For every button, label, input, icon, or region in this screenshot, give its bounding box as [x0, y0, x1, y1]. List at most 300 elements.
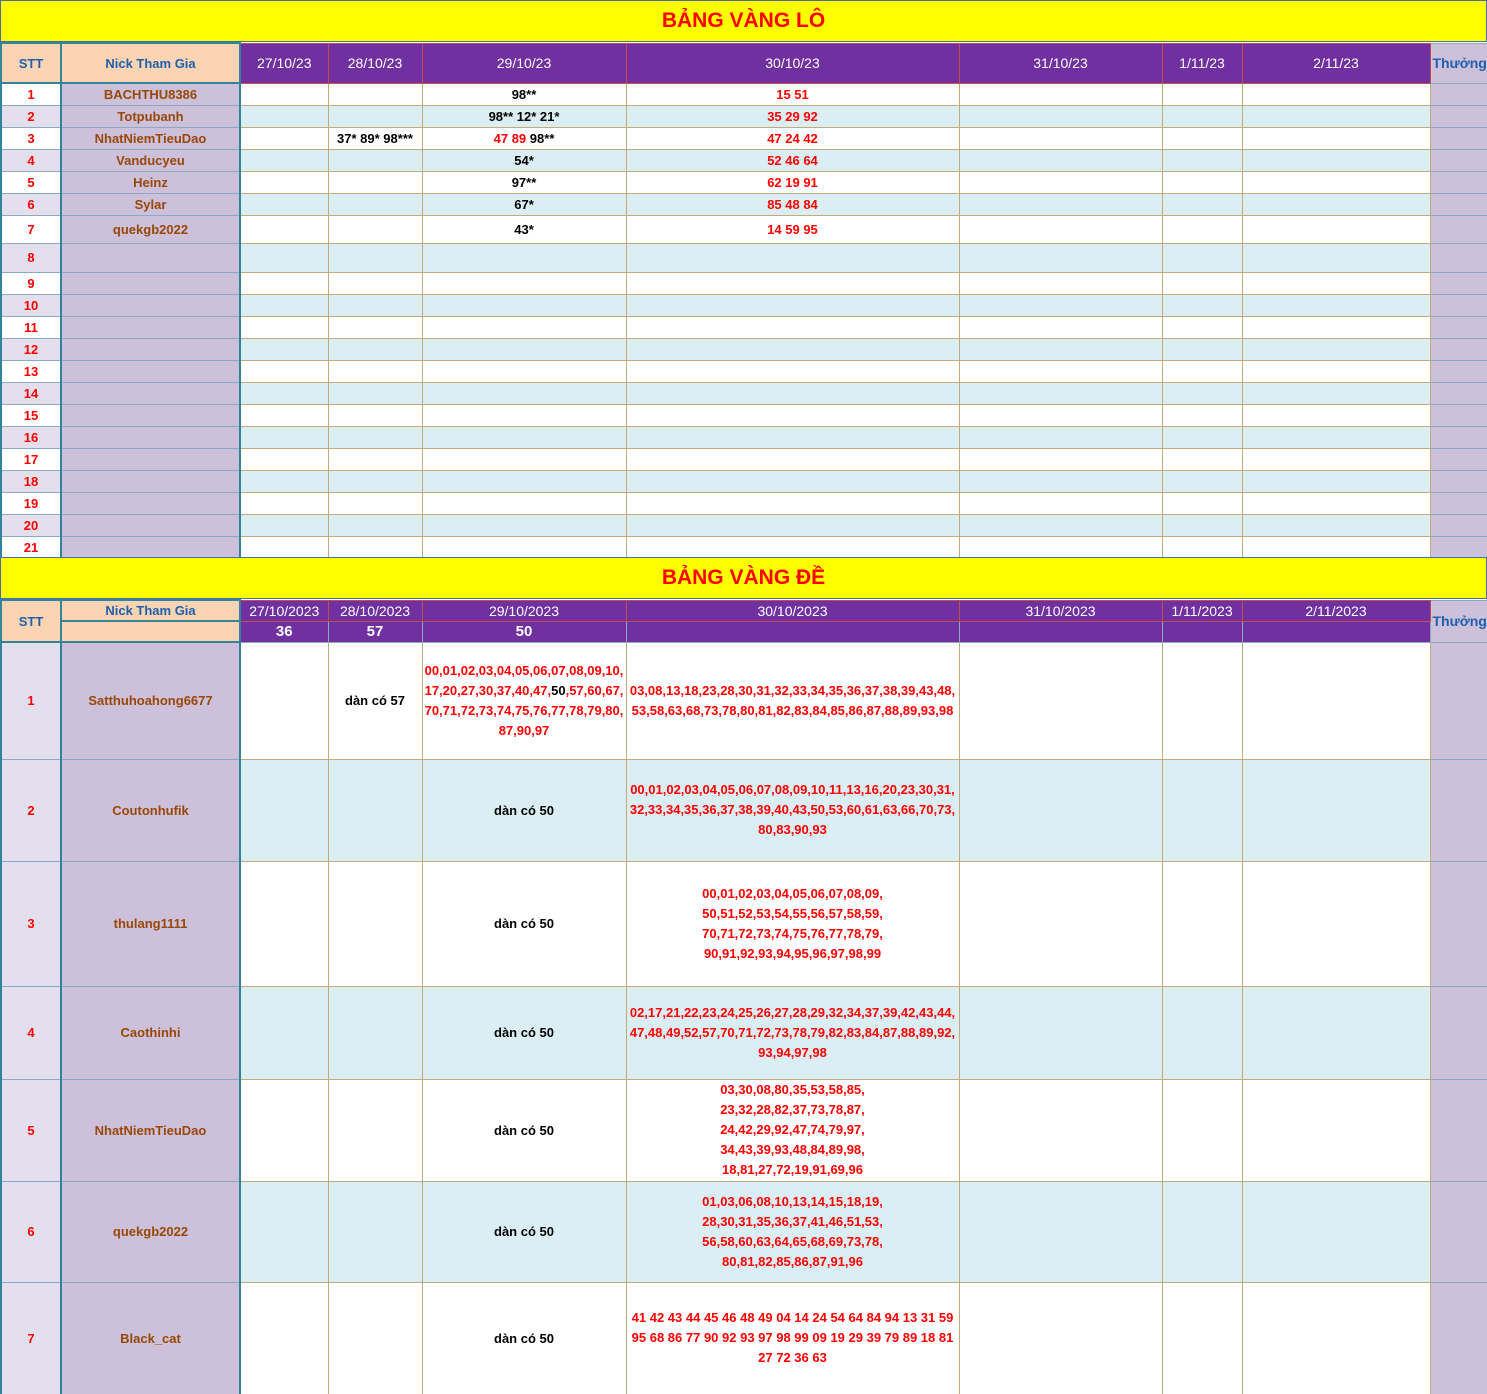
cell [1242, 492, 1430, 514]
cell [959, 492, 1162, 514]
cell [626, 404, 959, 426]
cell [1162, 272, 1242, 294]
table-row [1, 536, 1487, 558]
row-stt: 6 [1, 193, 61, 215]
cell [328, 171, 422, 193]
prize-cell [1430, 536, 1487, 558]
pick-cell: 03,30,08,80,35,53,58,85, 23,32,28,82,37,73,78,87, 24,42,29,92,47,74,79,97, 34,43,39,93,48,84,89,98, 18,81,27,72,19,91,69,96 [626, 1079, 959, 1181]
cell [1162, 360, 1242, 382]
result-cell: 85 48 84 [626, 193, 959, 215]
cell [240, 215, 328, 243]
cell [422, 470, 626, 492]
cell [328, 514, 422, 536]
table-row [1, 492, 1487, 514]
de-header-date: 31/10/2023 [959, 600, 1162, 621]
cell [626, 426, 959, 448]
cell [240, 1181, 328, 1282]
row-stt: 3 [1, 861, 61, 986]
cell [240, 536, 328, 558]
row-stt: 17 [1, 448, 61, 470]
cell [422, 514, 626, 536]
cell [422, 338, 626, 360]
prize-cell [1430, 986, 1487, 1079]
cell [328, 1079, 422, 1181]
cell [328, 338, 422, 360]
de-header-prize: Thưởng [1430, 600, 1487, 642]
row-stt: 13 [1, 360, 61, 382]
cell [1242, 171, 1430, 193]
prize-cell [1430, 360, 1487, 382]
cell [328, 243, 422, 272]
de-header-date: 29/10/2023 [422, 600, 626, 621]
de-header-date: 30/10/2023 [626, 600, 959, 621]
table-row [1, 193, 1487, 215]
cell [959, 243, 1162, 272]
pick-cell: dàn có 50 [422, 986, 626, 1079]
row-stt: 7 [1, 215, 61, 243]
cell [1162, 83, 1242, 105]
pick-cell: 43* [422, 215, 626, 243]
prize-cell [1430, 272, 1487, 294]
de-result: 50 [422, 621, 626, 642]
lo-header-date: 28/10/23 [328, 43, 422, 83]
cell [1162, 426, 1242, 448]
lo-header-date: 1/11/23 [1162, 43, 1242, 83]
de-header-nick-blank [61, 621, 240, 642]
pick-cell: dàn có 50 [422, 861, 626, 986]
cell [328, 404, 422, 426]
lo-table [0, 42, 1487, 559]
lo-header-date: 29/10/23 [422, 43, 626, 83]
cell [1162, 642, 1242, 759]
cell [328, 470, 422, 492]
pick-cell: 02,17,21,22,23,24,25,26,27,28,29,32,34,37,39,42,43,44, 47,48,49,52,57,70,71,72,73,78,79,82,83,84,87,88,89,92, 93,94,97,98 [626, 986, 959, 1079]
cell [1162, 861, 1242, 986]
prize-cell [1430, 382, 1487, 404]
prize-cell [1430, 105, 1487, 127]
row-stt: 9 [1, 272, 61, 294]
cell [1242, 360, 1430, 382]
cell [240, 127, 328, 149]
prize-cell [1430, 149, 1487, 171]
cell [1242, 536, 1430, 558]
table-row [1, 316, 1487, 338]
table-row [1, 759, 1487, 861]
lo-header-nick: Nick Tham Gia [61, 43, 240, 83]
cell [1162, 127, 1242, 149]
pick-cell: dàn có 50 [422, 1282, 626, 1394]
table-row [1, 294, 1487, 316]
cell [240, 149, 328, 171]
cell [240, 861, 328, 986]
cell [959, 294, 1162, 316]
pick-miss: 98** [529, 130, 555, 146]
de-header-date: 27/10/2023 [240, 600, 328, 621]
pick-cell: dàn có 50 [422, 1181, 626, 1282]
cell [328, 83, 422, 105]
cell [959, 1181, 1162, 1282]
cell [626, 382, 959, 404]
cell [328, 105, 422, 127]
cell [328, 215, 422, 243]
table-row [1, 149, 1487, 171]
prize-cell [1430, 1181, 1487, 1282]
cell [959, 426, 1162, 448]
table-row [1, 360, 1487, 382]
row-nick [61, 272, 240, 294]
cell [422, 492, 626, 514]
cell [959, 382, 1162, 404]
cell [240, 642, 328, 759]
de-result: 36 [240, 621, 328, 642]
lo-header-prize: Thưởng [1430, 43, 1487, 83]
table-row [1, 986, 1487, 1079]
cell [959, 149, 1162, 171]
cell [240, 426, 328, 448]
pick-cell: 54* [422, 149, 626, 171]
row-stt: 14 [1, 382, 61, 404]
cell [1162, 986, 1242, 1079]
cell [240, 316, 328, 338]
cell [1162, 338, 1242, 360]
pick-part: 00,01,02,03,04,05,06,07,08,09,10, 17,20,27,30,37,40,47, [424, 662, 624, 698]
cell [1242, 193, 1430, 215]
lo-header-date: 27/10/23 [240, 43, 328, 83]
pick-cell: dàn có 57 [328, 642, 422, 759]
cell [328, 294, 422, 316]
de-result [1242, 621, 1430, 642]
result-cell: 47 24 42 [626, 127, 959, 149]
de-header-date: 28/10/2023 [328, 600, 422, 621]
table-row [1, 1181, 1487, 1282]
cell [1162, 243, 1242, 272]
cell [1242, 243, 1430, 272]
row-nick: quekgb2022 [61, 215, 240, 243]
prize-cell [1430, 642, 1487, 759]
cell [422, 382, 626, 404]
cell [959, 316, 1162, 338]
de-header-date: 2/11/2023 [1242, 600, 1430, 621]
lo-header-stt: STT [1, 43, 61, 83]
row-nick [61, 243, 240, 272]
prize-cell [1430, 470, 1487, 492]
row-nick: Totpubanh [61, 105, 240, 127]
cell [959, 1079, 1162, 1181]
cell [328, 426, 422, 448]
cell [626, 294, 959, 316]
cell [328, 986, 422, 1079]
result-cell: 15 51 [626, 83, 959, 105]
cell [422, 426, 626, 448]
cell [1242, 83, 1430, 105]
prize-cell [1430, 1079, 1487, 1181]
prize-cell [1430, 83, 1487, 105]
table-row [1, 338, 1487, 360]
pick-cell: 97** [422, 171, 626, 193]
cell [1242, 272, 1430, 294]
cell [1242, 215, 1430, 243]
cell [959, 536, 1162, 558]
row-nick [61, 382, 240, 404]
cell [240, 448, 328, 470]
cell [959, 272, 1162, 294]
row-nick: Caothinhi [61, 986, 240, 1079]
row-stt: 10 [1, 294, 61, 316]
cell [240, 514, 328, 536]
row-stt: 6 [1, 1181, 61, 1282]
prize-cell [1430, 294, 1487, 316]
cell [328, 316, 422, 338]
cell [422, 448, 626, 470]
prize-cell [1430, 426, 1487, 448]
cell [1242, 338, 1430, 360]
cell [1162, 382, 1242, 404]
row-nick [61, 470, 240, 492]
cell [240, 382, 328, 404]
cell [626, 536, 959, 558]
pick-cell [422, 127, 626, 149]
cell [959, 193, 1162, 215]
result-cell: 52 46 64 [626, 149, 959, 171]
cell [1242, 759, 1430, 861]
cell [959, 448, 1162, 470]
cell [1162, 171, 1242, 193]
cell [328, 149, 422, 171]
cell [240, 338, 328, 360]
cell [1162, 1282, 1242, 1394]
pick-cell: 98** 12* 21* [422, 105, 626, 127]
cell [626, 448, 959, 470]
row-nick: Coutonhufik [61, 759, 240, 861]
cell [959, 404, 1162, 426]
table-row [1, 382, 1487, 404]
prize-cell [1430, 492, 1487, 514]
cell [422, 294, 626, 316]
cell [240, 83, 328, 105]
pick-cell: 41 42 43 44 45 46 48 49 04 14 24 54 64 84 94 13 31 59 95 68 86 77 90 92 93 97 98 99 09 19 29 39 79 89 18 81 27 72 36 63 [626, 1282, 959, 1394]
table-row [1, 272, 1487, 294]
prize-cell [1430, 171, 1487, 193]
row-nick [61, 492, 240, 514]
prize-cell [1430, 215, 1487, 243]
cell [422, 272, 626, 294]
cell [959, 642, 1162, 759]
row-stt: 2 [1, 105, 61, 127]
pick-part: ,57,60,67, 70,71,72,73,74,75,76,77,78,79,80, 87,90,97 [424, 682, 624, 738]
cell [959, 105, 1162, 127]
table-row [1, 1079, 1487, 1181]
cell [1242, 404, 1430, 426]
prize-cell [1430, 759, 1487, 861]
cell [422, 536, 626, 558]
result-cell: 35 29 92 [626, 105, 959, 127]
cell [959, 127, 1162, 149]
table-row [1, 215, 1487, 243]
cell [1242, 316, 1430, 338]
lo-empty-rows [1, 243, 1487, 558]
prize-cell [1430, 404, 1487, 426]
pick-cell: 01,03,06,08,10,13,14,15,18,19, 28,30,31,35,36,37,41,46,51,53, 56,58,60,63,64,65,68,69,73,78, 80,81,82,85,86,87,91,96 [626, 1181, 959, 1282]
row-stt: 1 [1, 642, 61, 759]
cell [626, 272, 959, 294]
cell [959, 171, 1162, 193]
de-result [626, 621, 959, 642]
row-stt: 5 [1, 171, 61, 193]
result-cell: 62 19 91 [626, 171, 959, 193]
cell [240, 294, 328, 316]
prize-cell [1430, 193, 1487, 215]
cell [1242, 1282, 1430, 1394]
row-nick: Sylar [61, 193, 240, 215]
table-row [1, 171, 1487, 193]
pick-hit: 47 89 [493, 130, 527, 146]
cell [626, 514, 959, 536]
cell [1162, 448, 1242, 470]
cell [1162, 105, 1242, 127]
pick-cell: 00,01,02,03,04,05,06,07,08,09, 50,51,52,53,54,55,56,57,58,59, 70,71,72,73,74,75,76,77,78,79, 90,91,92,93,94,95,96,97,98,99 [626, 861, 959, 986]
row-nick [61, 514, 240, 536]
row-nick: Heinz [61, 171, 240, 193]
cell [1162, 1079, 1242, 1181]
cell [422, 360, 626, 382]
row-nick: BACHTHU8386 [61, 83, 240, 105]
cell [328, 193, 422, 215]
row-stt: 7 [1, 1282, 61, 1394]
row-nick: quekgb2022 [61, 1181, 240, 1282]
lo-header-date: 2/11/23 [1242, 43, 1430, 83]
cell [1242, 861, 1430, 986]
prize-cell [1430, 448, 1487, 470]
cell [959, 759, 1162, 861]
row-nick [61, 448, 240, 470]
cell [240, 759, 328, 861]
cell [1242, 426, 1430, 448]
pick-cell: dàn có 50 [422, 759, 626, 861]
cell [1242, 448, 1430, 470]
row-nick [61, 426, 240, 448]
table-row [1, 127, 1487, 149]
cell [959, 861, 1162, 986]
row-stt: 18 [1, 470, 61, 492]
prize-cell [1430, 127, 1487, 149]
cell [1242, 470, 1430, 492]
cell [959, 215, 1162, 243]
cell [959, 1282, 1162, 1394]
cell [959, 83, 1162, 105]
pick-cell: 37* 89* 98*** [328, 127, 422, 149]
cell [626, 316, 959, 338]
cell [328, 382, 422, 404]
cell [1242, 1181, 1430, 1282]
cell [240, 1079, 328, 1181]
cell [1162, 215, 1242, 243]
de-table [0, 599, 1487, 1394]
pick-cell: 00,01,02,03,04,05,06,07,08,09,10,11,13,16,20,23,30,31, 32,33,34,35,36,37,38,39,40,43,50,53,60,61,63,66,70,73, 80,83,90,93 [626, 759, 959, 861]
pick-cell: 98** [422, 83, 626, 105]
cell [328, 1181, 422, 1282]
de-result [959, 621, 1162, 642]
prize-cell [1430, 316, 1487, 338]
cell [626, 470, 959, 492]
row-nick: NhatNiemTieuDao [61, 127, 240, 149]
table-row [1, 448, 1487, 470]
de-header-date: 1/11/2023 [1162, 600, 1242, 621]
table-row [1, 243, 1487, 272]
cell [328, 536, 422, 558]
cell [1162, 404, 1242, 426]
cell [328, 492, 422, 514]
cell [422, 404, 626, 426]
row-nick [61, 338, 240, 360]
de-header-nick: Nick Tham Gia [61, 600, 240, 621]
cell [240, 492, 328, 514]
table-row [1, 514, 1487, 536]
cell [959, 470, 1162, 492]
cell [328, 272, 422, 294]
table-row [1, 105, 1487, 127]
pick-hit: 50 [551, 682, 566, 698]
cell [240, 1282, 328, 1394]
cell [1162, 470, 1242, 492]
de-result [1162, 621, 1242, 642]
row-stt: 2 [1, 759, 61, 861]
cell [1242, 149, 1430, 171]
cell [240, 986, 328, 1079]
row-nick [61, 316, 240, 338]
table-row [1, 470, 1487, 492]
cell [1242, 514, 1430, 536]
prize-cell [1430, 514, 1487, 536]
table-row [1, 861, 1487, 986]
cell [1162, 316, 1242, 338]
prize-cell [1430, 243, 1487, 272]
cell [1162, 514, 1242, 536]
prize-cell [1430, 861, 1487, 986]
cell [959, 338, 1162, 360]
cell [1162, 536, 1242, 558]
cell [1242, 127, 1430, 149]
cell [1162, 1181, 1242, 1282]
prize-cell [1430, 338, 1487, 360]
cell [328, 861, 422, 986]
cell [328, 448, 422, 470]
cell [959, 360, 1162, 382]
cell [626, 360, 959, 382]
table-row [1, 83, 1487, 105]
row-stt: 3 [1, 127, 61, 149]
cell [1242, 382, 1430, 404]
cell [1242, 1079, 1430, 1181]
cell [626, 243, 959, 272]
row-stt: 21 [1, 536, 61, 558]
row-stt: 19 [1, 492, 61, 514]
cell [1242, 642, 1430, 759]
row-nick [61, 404, 240, 426]
cell [240, 193, 328, 215]
cell [1162, 294, 1242, 316]
row-stt: 12 [1, 338, 61, 360]
row-nick [61, 294, 240, 316]
row-stt: 20 [1, 514, 61, 536]
cell [240, 243, 328, 272]
de-result: 57 [328, 621, 422, 642]
prize-cell [1430, 1282, 1487, 1394]
de-title-banner: BẢNG VÀNG ĐỀ [0, 557, 1487, 599]
row-nick: Satthuhoahong6677 [61, 642, 240, 759]
cell [1242, 986, 1430, 1079]
row-nick: Vanducyeu [61, 149, 240, 171]
de-header-stt: STT [1, 600, 61, 642]
